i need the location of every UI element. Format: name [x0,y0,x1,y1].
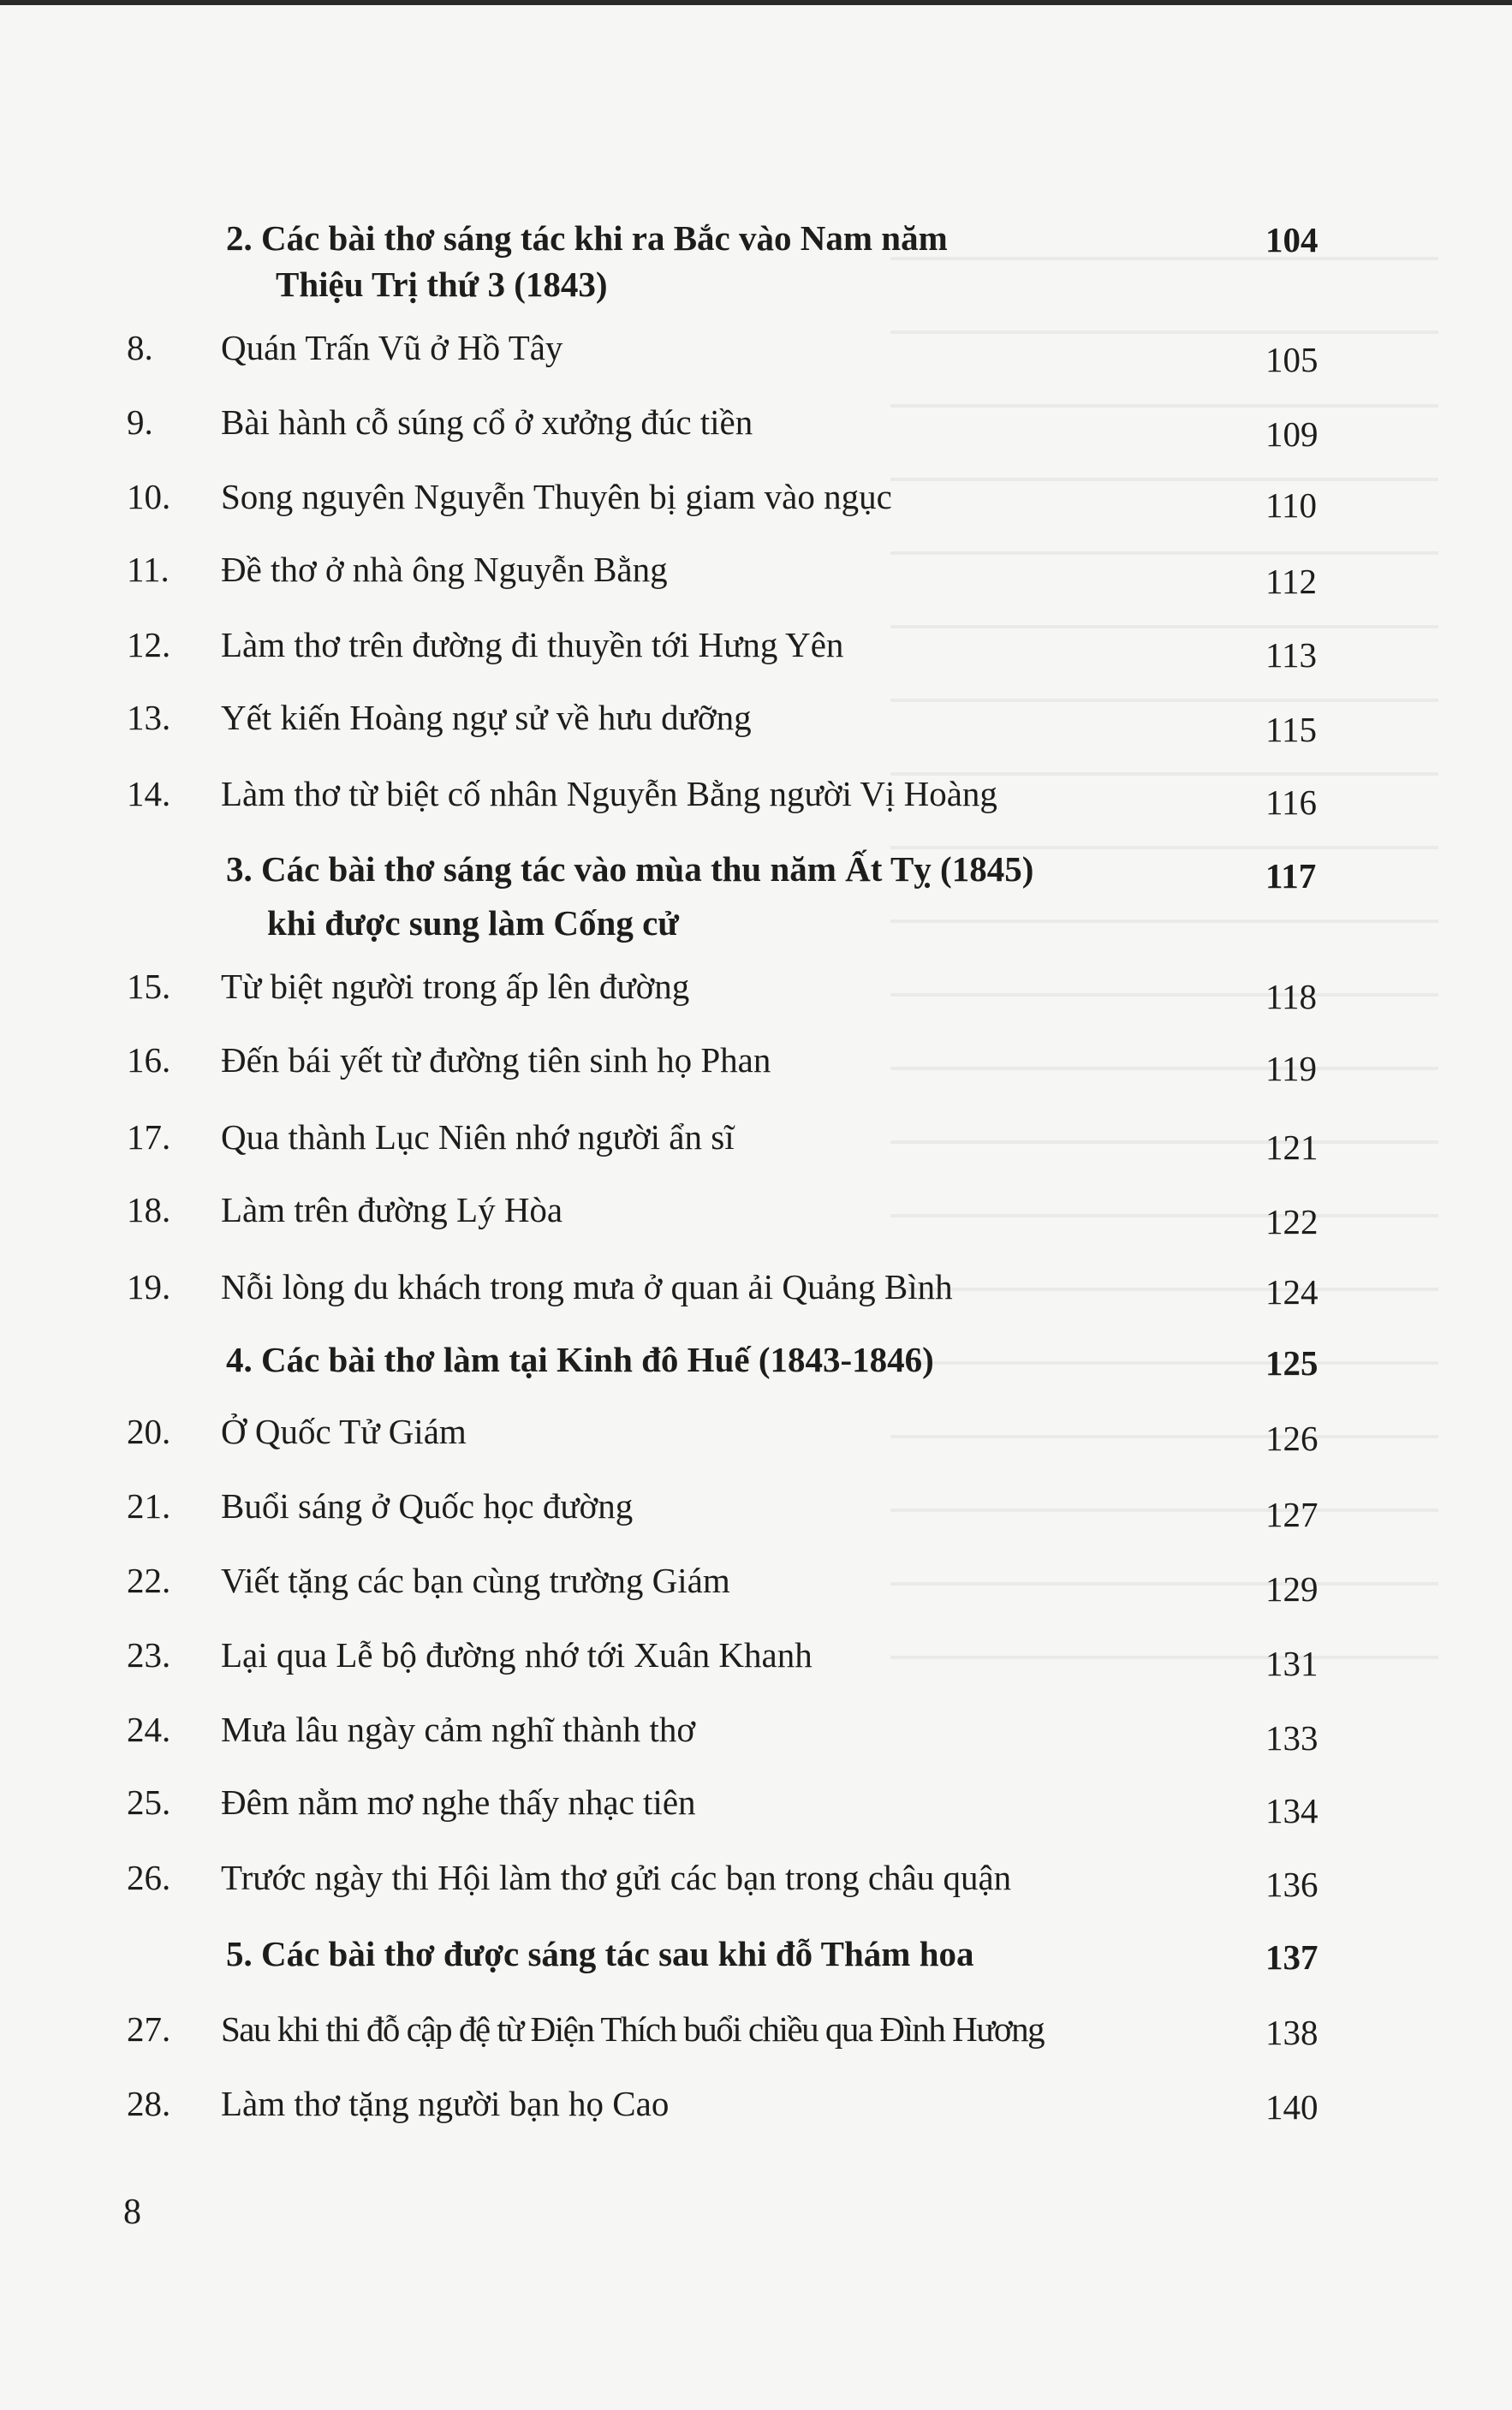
entry-title: Từ biệt người trong ấp lên đường [221,967,690,1006]
page-number: 8 [123,2193,141,2232]
entry-title: Bài hành cỗ súng cổ ở xưởng đúc tiền [221,402,753,442]
entry-number: 13. [127,698,171,737]
section-3-line2: khi được sung làm Cống cử [267,903,679,943]
entry-page: 119 [1265,1049,1317,1088]
entry-number: 20. [127,1412,171,1451]
entry-title: Làm trên đường Lý Hòa [221,1190,563,1229]
entry-title: Quán Trấn Vũ ở Hồ Tây [221,328,563,367]
entry-page: 122 [1265,1202,1319,1241]
entry-page: 110 [1265,485,1317,525]
entry-title: Làm thơ tặng người bạn họ Cao [221,2084,670,2123]
entry-number: 22. [127,1561,171,1600]
entry-page: 105 [1265,340,1319,379]
section-3-page: 117 [1265,856,1317,896]
entry-page: 116 [1265,783,1317,822]
entry-title: Yết kiến Hoàng ngự sử về hưu dưỡng [221,698,752,737]
entry-number: 23. [127,1635,171,1675]
entry-page: 134 [1265,1791,1319,1830]
entry-number: 27. [127,2009,171,2049]
section-2-line1: 2. Các bài thơ sáng tác khi ra Bắc vào Nam năm [226,218,948,258]
entry-number: 9. [127,402,153,442]
section-4-page: 125 [1265,1343,1319,1383]
entry-page: 140 [1265,2087,1319,2127]
entry-page: 113 [1265,635,1317,675]
entry-number: 28. [127,2084,171,2123]
entry-page: 112 [1265,562,1317,601]
entry-number: 17. [127,1117,171,1157]
entry-title: Làm thơ từ biệt cố nhân Nguyễn Bằng người Vị Hoàng [221,774,997,813]
entry-number: 10. [127,477,171,516]
entry-title: Song nguyên Nguyễn Thuyên bị giam vào ngục [221,477,892,516]
section-2-page: 104 [1265,220,1319,259]
entry-number: 26. [127,1858,171,1897]
entry-page: 127 [1265,1495,1319,1534]
entry-page: 118 [1265,977,1317,1016]
entry-number: 19. [127,1267,171,1306]
section-5-line1: 5. Các bài thơ được sáng tác sau khi đỗ Thám hoa [226,1934,974,1973]
section-5-page: 137 [1265,1937,1319,1977]
entry-page: 131 [1265,1644,1319,1683]
entry-title: Làm thơ trên đường đi thuyền tới Hưng Yên [221,625,844,664]
entry-title: Buổi sáng ở Quốc học đường [221,1486,634,1526]
entry-title: Sau khi thi đỗ cập đệ từ Điện Thích buổi chiều qua Đình Hương [221,2009,1045,2049]
entry-number: 11. [127,550,170,589]
entry-page: 133 [1265,1718,1319,1758]
entry-page: 136 [1265,1865,1319,1904]
entry-number: 12. [127,625,171,664]
entry-number: 25. [127,1782,171,1822]
entry-number: 21. [127,1486,171,1526]
entry-number: 18. [127,1190,171,1229]
entry-title: Lại qua Lễ bộ đường nhớ tới Xuân Khanh [221,1635,813,1675]
entry-page: 129 [1265,1569,1319,1609]
section-2-line2: Thiệu Trị thứ 3 (1843) [276,265,608,304]
entry-title: Đêm nằm mơ nghe thấy nhạc tiên [221,1782,696,1822]
entry-number: 8. [127,328,153,367]
entry-title: Mưa lâu ngày cảm nghĩ thành thơ [221,1710,696,1749]
entry-title: Qua thành Lục Niên nhớ người ẩn sĩ [221,1117,735,1157]
entry-title: Trước ngày thi Hội làm thơ gửi các bạn trong châu quận [221,1858,1012,1897]
entry-title: Nỗi lòng du khách trong mưa ở quan ải Quảng Bình [221,1267,953,1306]
section-3-line1: 3. Các bài thơ sáng tác vào mùa thu năm Ất Tỵ (1845) [226,849,1034,889]
entry-page: 115 [1265,710,1317,749]
entry-page: 138 [1265,2013,1319,2052]
entry-number: 16. [127,1040,171,1080]
entry-title: Đến bái yết từ đường tiên sinh họ Phan [221,1040,771,1080]
entry-page: 109 [1265,414,1319,454]
entry-page: 121 [1265,1128,1319,1167]
entry-number: 24. [127,1710,171,1749]
entry-title: Đề thơ ở nhà ông Nguyễn Bằng [221,550,668,589]
section-4-line1: 4. Các bài thơ làm tại Kinh đô Huế (1843-1846) [226,1340,934,1379]
entry-number: 15. [127,967,171,1006]
entry-number: 14. [127,774,171,813]
entry-title: Ở Quốc Tử Giám [221,1412,467,1451]
entry-page: 124 [1265,1272,1319,1312]
entry-page: 126 [1265,1419,1319,1458]
entry-title: Viết tặng các bạn cùng trường Giám [221,1561,730,1600]
